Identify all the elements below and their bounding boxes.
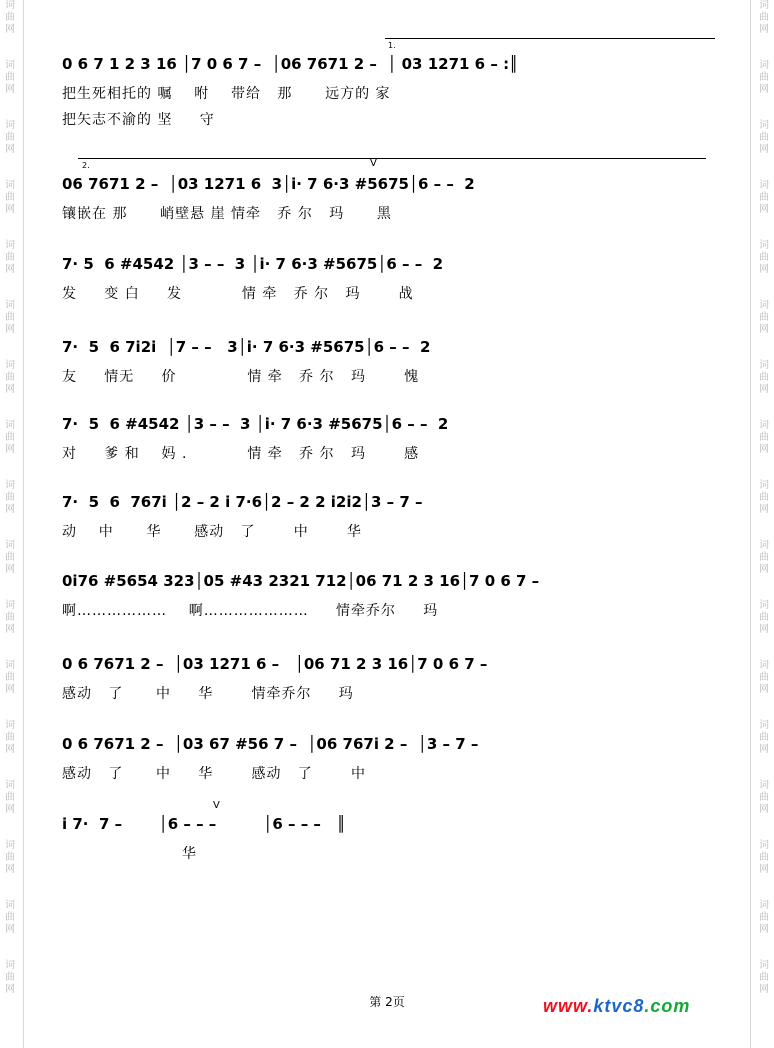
lyric-line: 感动 了 中 华 感动 了 中 xyxy=(62,766,366,782)
watermark-glyphs: 词 曲 网 xyxy=(759,120,769,155)
logo-part-com: .com xyxy=(644,996,691,1016)
volta-bracket xyxy=(78,158,706,159)
watermark-glyphs: 词 曲 网 xyxy=(5,540,15,575)
lyric-line: 发 变 白 发 情 牵 乔 尔 玛 战 xyxy=(62,286,414,302)
lyric-line: 把生死相托的 嘱 咐 带给 那 远方的 家 xyxy=(62,86,391,102)
watermark-glyphs: 词 曲 网 xyxy=(759,900,769,935)
breath-mark: V xyxy=(213,800,220,811)
watermark-glyphs: 词 曲 网 xyxy=(759,780,769,815)
page-number: 第 2页 xyxy=(369,995,405,1009)
watermark-glyphs: 词 曲 网 xyxy=(5,240,15,275)
watermark-glyphs: 词 曲 网 xyxy=(5,60,15,95)
watermark-glyphs: 词 曲 网 xyxy=(759,240,769,275)
notation-row: 06 7671 2 – │03 1271 6 3│i· 7 6·3 #5675│6 – – 2 xyxy=(62,175,475,193)
watermark-glyphs: 词 曲 网 xyxy=(759,300,769,335)
watermark-glyphs: 词 曲 网 xyxy=(5,480,15,515)
lyric-line: 对 爹 和 妈 . 情 牵 乔 尔 玛 感 xyxy=(62,446,420,462)
volta-bracket xyxy=(385,38,715,39)
lyric-line: 友 情无 价 情 牵 乔 尔 玛 愧 xyxy=(62,369,420,385)
lyric-line: 动 中 华 感动 了 中 华 xyxy=(62,524,362,540)
lyric-line: 镶嵌在 那 峭壁悬 崖 情牵 乔 尔 玛 黑 xyxy=(62,206,392,222)
notation-row: 0 6 7671 2 – │03 1271 6 – │06 71 2 3 16│7 0 6 7 – xyxy=(62,655,488,673)
watermark-glyphs: 词 曲 网 xyxy=(5,780,15,815)
notation-row: 0 6 7 1 2 3 16 │7 0 6 7 – │06 7671 2 – │ 03 1271 6 – :║ xyxy=(62,55,519,73)
watermark-right xyxy=(754,0,774,1048)
watermark-glyphs: 词 曲 网 xyxy=(5,600,15,635)
watermark-glyphs: 词 曲 网 xyxy=(759,60,769,95)
watermark-glyphs: 词 曲 网 xyxy=(759,360,769,395)
notation-row: 7· 5 6 #4542 │3 – – 3 │i· 7 6·3 #5675│6 – – 2 xyxy=(62,415,449,433)
volta-number: 2. xyxy=(82,161,90,170)
watermark-glyphs: 词 曲 网 xyxy=(759,480,769,515)
logo-part-ktvc8: ktvc8 xyxy=(593,996,645,1016)
watermark-glyphs: 词 曲 网 xyxy=(5,300,15,335)
watermark-glyphs: 词 曲 网 xyxy=(759,960,769,995)
lyric-line: 啊……………… 啊………………… 情牵乔尔 玛 xyxy=(62,603,439,619)
watermark-glyphs: 词 曲 网 xyxy=(759,840,769,875)
watermark-glyphs: 词 曲 网 xyxy=(759,180,769,215)
notation-row: 0 6 7671 2 – │03 67 #56 7 – │06 767i 2 – │3 – 7 – xyxy=(62,735,479,753)
lyric-line: 感动 了 中 华 情牵乔尔 玛 xyxy=(62,686,354,702)
left-margin-line xyxy=(23,0,24,1048)
watermark-glyphs: 词 曲 网 xyxy=(5,360,15,395)
watermark-glyphs: 词 曲 网 xyxy=(5,840,15,875)
lyric-line: 华 xyxy=(62,846,197,862)
watermark-glyphs: 词 曲 网 xyxy=(5,420,15,455)
lyric-line: 把矢志不渝的 坚 守 xyxy=(62,112,215,128)
watermark-glyphs: 词 曲 网 xyxy=(5,180,15,215)
watermark-glyphs: 词 曲 网 xyxy=(5,900,15,935)
watermark-glyphs: 词 曲 网 xyxy=(759,420,769,455)
right-margin-line xyxy=(750,0,751,1048)
watermark-glyphs: 词 曲 网 xyxy=(759,0,769,35)
watermark-glyphs: 词 曲 网 xyxy=(5,720,15,755)
watermark-glyphs: 词 曲 网 xyxy=(759,720,769,755)
breath-mark: V xyxy=(370,158,377,169)
watermark-glyphs: 词 曲 网 xyxy=(759,540,769,575)
watermark-glyphs: 词 曲 网 xyxy=(5,660,15,695)
watermark-left xyxy=(0,0,20,1048)
watermark-glyphs: 词 曲 网 xyxy=(5,960,15,995)
notation-row: i 7· 7 – │6 – – – │6 – – – ║ xyxy=(62,815,346,833)
watermark-glyphs: 词 曲 网 xyxy=(759,660,769,695)
watermark-glyphs: 词 曲 网 xyxy=(759,600,769,635)
notation-row: 7· 5 6 767i │2 – 2 i 7·6│2 – 2 2 i2i2│3 – 7 – xyxy=(62,493,423,511)
notation-row: 7· 5 6 #4542 │3 – – 3 │i· 7 6·3 #5675│6 – – 2 xyxy=(62,255,444,273)
volta-number: 1. xyxy=(388,41,396,50)
watermark-glyphs: 词 曲 网 xyxy=(5,120,15,155)
watermark-glyphs: 词 曲 网 xyxy=(5,0,15,35)
site-logo[interactable] xyxy=(543,996,690,1017)
notation-row: 7· 5 6 7i2i │7 – – 3│i· 7 6·3 #5675│6 – – 2 xyxy=(62,338,431,356)
notation-row: 0i76 #5654 323│05 #43 2321 712│06 71 2 3 16│7 0 6 7 – xyxy=(62,572,540,590)
logo-part-www: www. xyxy=(543,996,594,1016)
